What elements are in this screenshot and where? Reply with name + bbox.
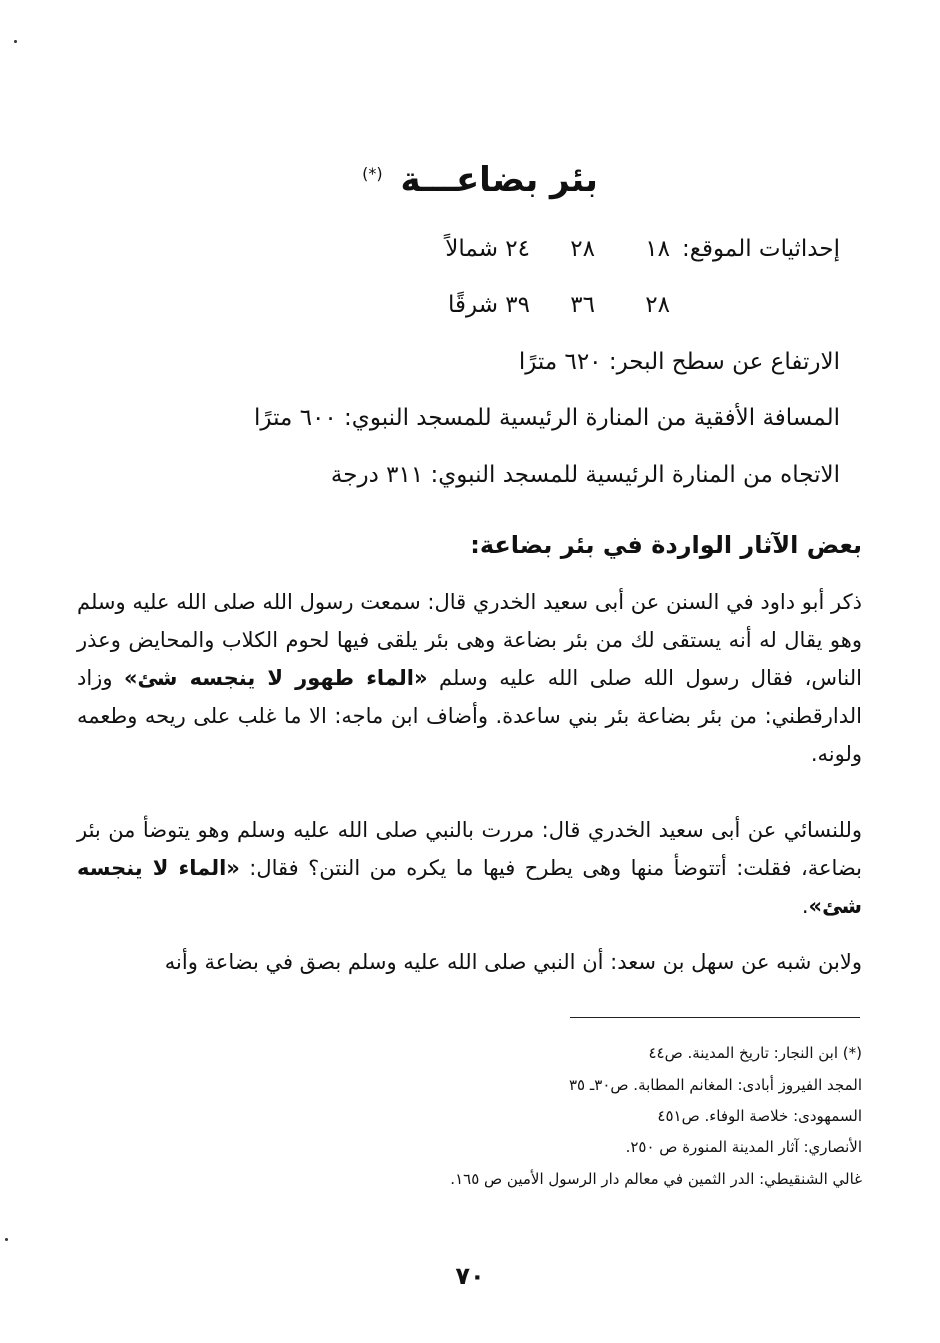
direction-line: الاتجاه من المنارة الرئيسية للمسجد النبوي: ٣١١ درجة (330, 462, 840, 488)
paragraph-text: وللنسائي عن أبى سعيد الخدري قال: مررت بالنبي صلى الله عليه وسلم وهو يتوضأ من بئر بضاعة، فقلت: أتتوضأ منها وهى يطرح فيها ما يكره من النتن؟ فقال: (77, 818, 862, 880)
elevation-line: الارتفاع عن سطح البحر: ٦٢٠ مترًا (518, 349, 840, 375)
title-text: بئر بضاعـــة (400, 160, 598, 200)
footnote-4: الأنصاري: آثار المدينة المنورة ص ٢٥٠. (625, 1138, 862, 1156)
paragraph-quote: «الماء طهور لا ينجسه شئ» (123, 666, 428, 690)
coordinates-east-row (0, 288, 940, 322)
coordinates-label: إحداثيات الموقع: (682, 236, 840, 262)
footnote-separator (570, 1017, 860, 1018)
footnote-5: غالي الشنقيطي: الدر الثمين في معالم دار الرسول الأمين ص ١٦٥. (450, 1170, 862, 1188)
distance-line: المسافة الأفقية من المنارة الرئيسية للمسجد النبوي: ٦٠٠ مترًا (254, 405, 840, 431)
title-footnote-mark: (*) (362, 163, 383, 183)
coordinate-east-seconds: ٢٨ (645, 292, 670, 318)
scan-speck (14, 40, 17, 43)
coordinate-north-minutes: ٢٨ (570, 236, 595, 262)
paragraph-1 (77, 583, 862, 773)
paragraph-text: وزاد الدارقطني: من بئر بضاعة بئر بني ساعدة. وأضاف ابن ماجه: الا ما غلب على ريحه وطعمه ولونه. (77, 666, 862, 766)
page-number: ٧٠ (455, 1262, 485, 1290)
page-title (360, 160, 600, 200)
footnote-1: (*) ابن النجار: تاريخ المدينة. ص٤٤ (648, 1044, 862, 1062)
footnote-2: المجد الفيروز أبادى: المغانم المطابة. ص٣٠ـ ٣٥ (568, 1076, 862, 1094)
paragraph-3 (77, 943, 862, 981)
footnote-3: السمهودى: خلاصة الوفاء. ص٤٥١ (657, 1107, 862, 1125)
paragraph-text: . (801, 894, 809, 918)
section-heading: بعض الآثار الواردة في بئر بضاعة: (470, 531, 862, 559)
coordinate-north-seconds: ١٨ (645, 236, 670, 262)
coordinate-north-degrees: ٢٤ شمالاً (445, 236, 530, 262)
paragraph-2 (77, 811, 862, 925)
paragraph-text: ولابن شبه عن سهل بن سعد: أن النبي صلى الله عليه وسلم بصق في بضاعة وأنه (164, 950, 862, 974)
paragraph-text: ذكر أبو داود في السنن عن أبى سعيد الخدري قال: سمعت رسول الله صلى الله عليه وسلم وهو يقال له أنه يستقى لك من بئر بضاعة وهى بئر يلقى فيها لحوم الكلاب والمحايض وعذر الناس، فقال رسول الله صلى الله عليه وسلم (77, 590, 862, 690)
coordinate-east-degrees: ٣٩ شرقًا (448, 292, 530, 318)
coordinates-north-row (0, 232, 940, 266)
coordinate-east-minutes: ٣٦ (570, 292, 595, 318)
paragraph-quote: «الماء لا ينجسه شئ» (77, 856, 862, 918)
scan-speck (5, 1238, 8, 1241)
